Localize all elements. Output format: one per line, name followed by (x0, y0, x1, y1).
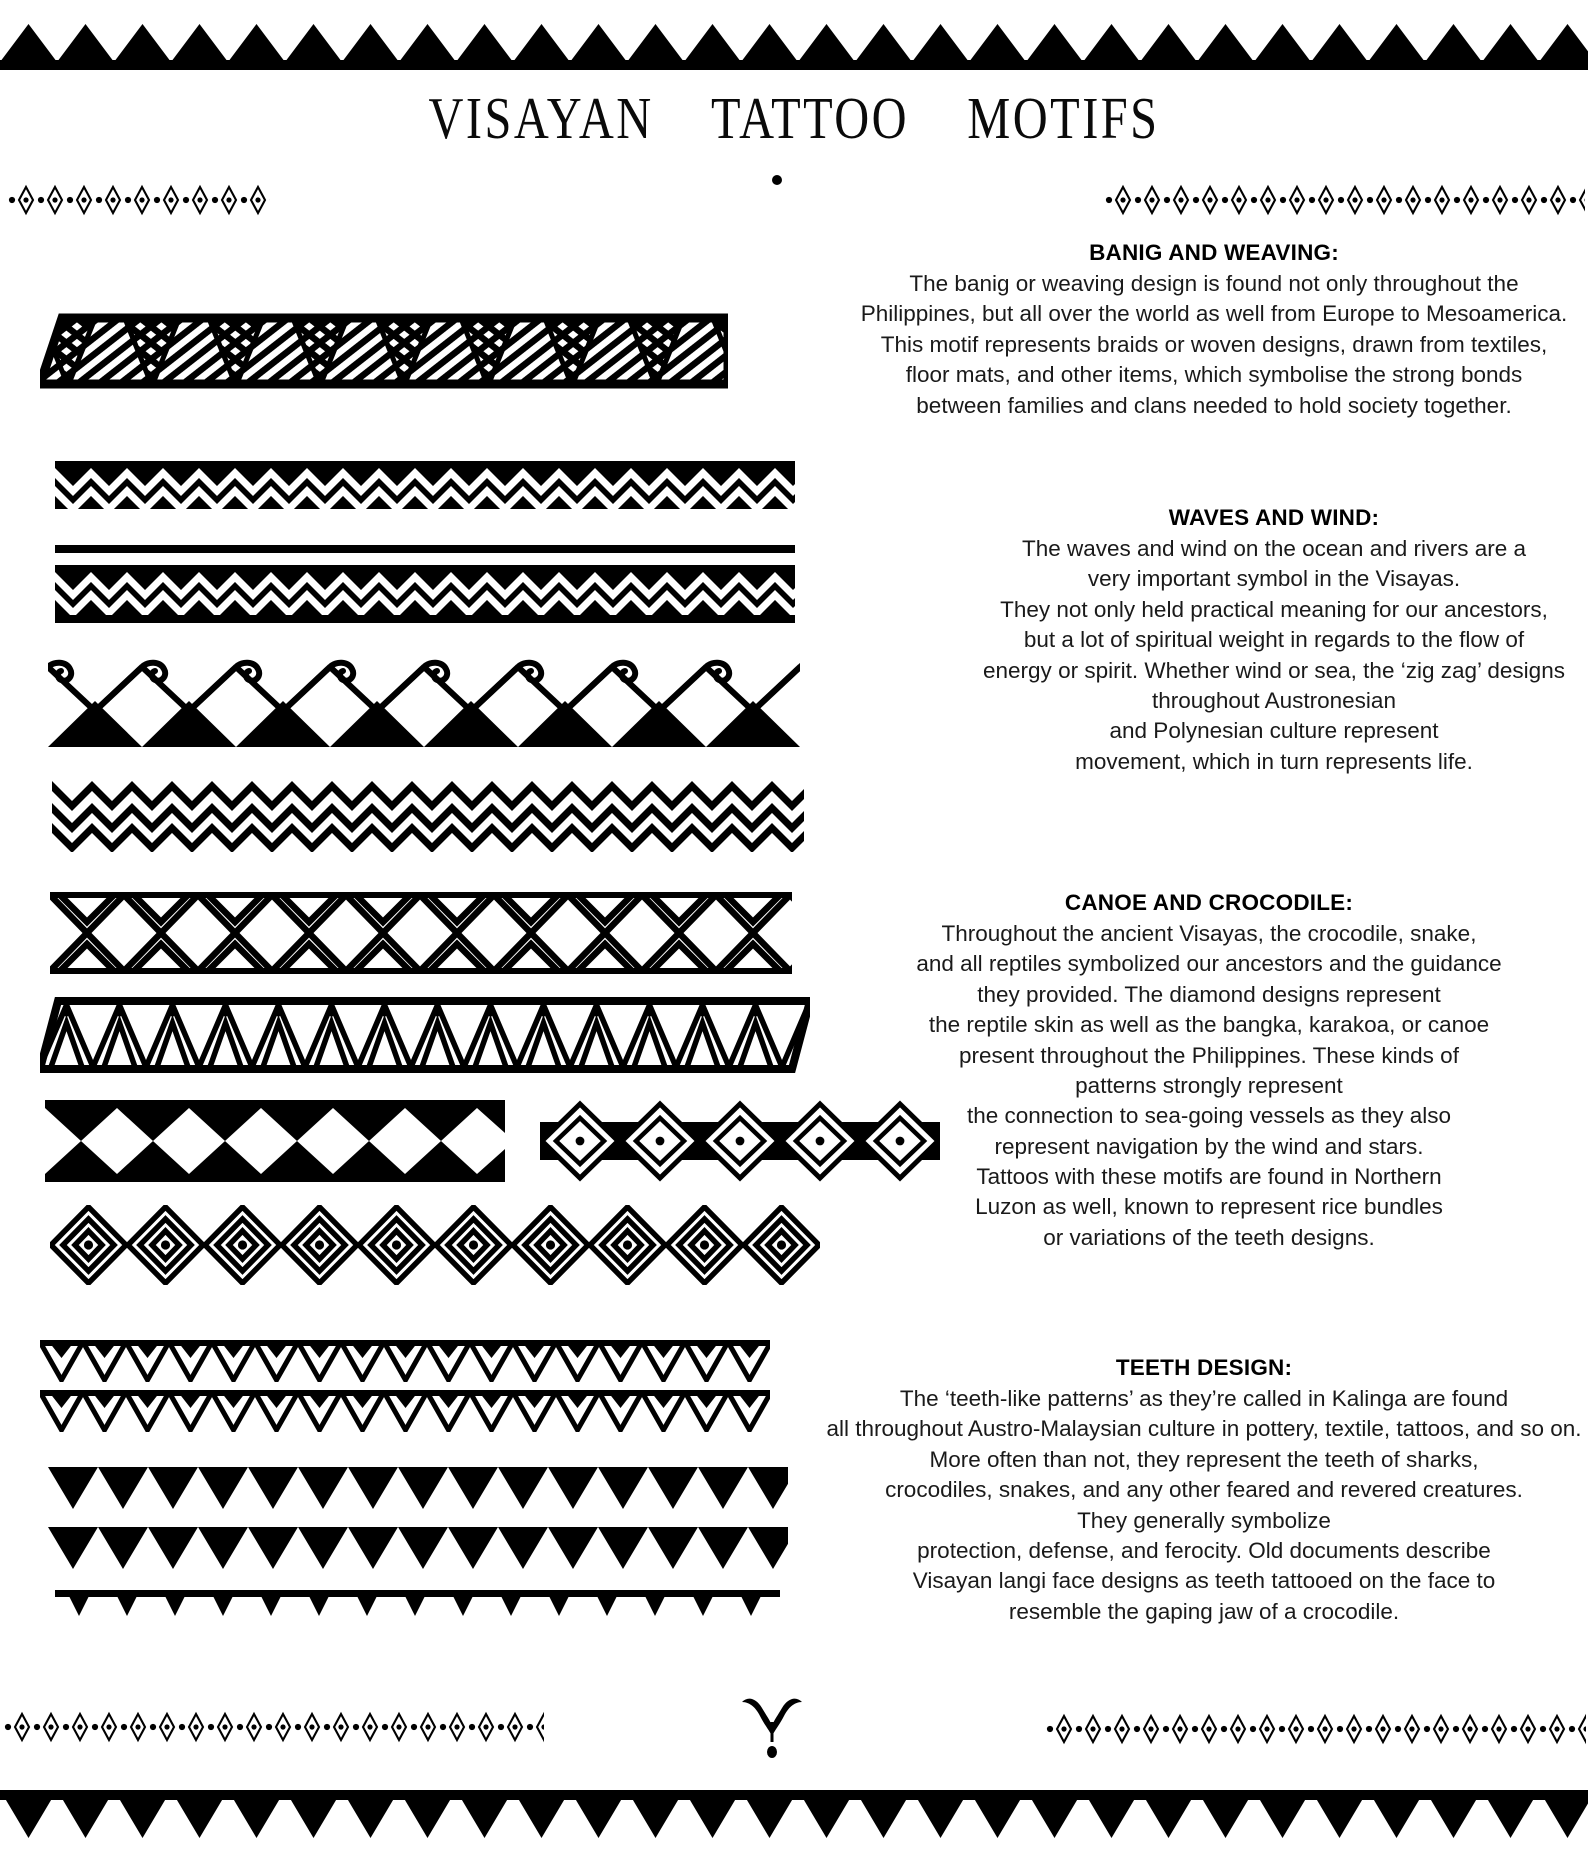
section-banig-line-2: This motif represents braids or woven designs, drawn from textiles, (880, 331, 1548, 357)
section-banig-line-1: Philippines, but all over the world as well from Europe to Mesoamerica. (860, 301, 1568, 327)
small-vee-teeth-band (55, 1590, 780, 1632)
hollow-vee-teeth-band-2 (40, 1390, 770, 1432)
section-canoe-line-7: represent navigation by the wind and stars. (994, 1133, 1424, 1159)
section-canoe-line-0: Throughout the ancient Visayas, the crocodile, snake, (941, 921, 1477, 946)
hollow-vee-teeth-band-1 (40, 1340, 770, 1382)
ornament-row-left-top (8, 183, 270, 217)
section-canoe-line-4: present throughout the Philippines. These kinds of (959, 1042, 1459, 1068)
open-zigzag-band (52, 780, 804, 852)
banig-weave-band (40, 310, 728, 392)
section-canoe-line-2: they provided. The diamond designs represent (977, 981, 1441, 1007)
section-waves-line-0: The waves and wind on the ocean and rivers are a (1021, 536, 1527, 561)
section-canoe (830, 890, 1588, 1253)
section-teeth-line-7: resemble the gaping jaw of a crocodile. (1008, 1598, 1400, 1624)
x-lattice-band (50, 890, 792, 976)
section-teeth-line-0: The ‘teeth-like patterns’ as they’re called in Kalinga are found (899, 1386, 1509, 1411)
chevron-zigzag-band-2 (55, 545, 795, 623)
section-banig-heading: BANIG AND WEAVING: (1089, 240, 1339, 265)
section-waves-heading: WAVES AND WIND: (1168, 505, 1380, 530)
section-waves-line-5: throughout Austronesian (1152, 687, 1396, 713)
section-banig-line-4: between families and clans needed to hold society together. (916, 392, 1512, 418)
section-teeth-line-6: Visayan langi face designs as teeth tattooed on the face to (912, 1568, 1496, 1594)
section-canoe-line-5: patterns strongly represent (1075, 1072, 1343, 1098)
bowtie-band (45, 1100, 505, 1182)
section-canoe-line-1: and all reptiles symbolized our ancestors and the guidance (916, 951, 1502, 977)
section-canoe-line-3: the reptile skin as well as the bangka, karakoa, or canoe (928, 1012, 1490, 1038)
chevron-zigzag-band-1 (55, 455, 795, 513)
solid-triangle-teeth-band-1 (48, 1465, 788, 1513)
section-teeth-heading: TEETH DESIGN: (1115, 1355, 1293, 1380)
section-waves-line-4: energy or spirit. Whether wind or sea, the ‘zig zag’ designs (983, 657, 1565, 683)
section-canoe-heading: CANOE AND CROCODILE: (1064, 890, 1354, 915)
section-banig (840, 240, 1588, 421)
section-teeth-line-2: More often than not, they represent the teeth of sharks, (929, 1446, 1479, 1472)
page-title: VISAYAN TATTOO MOTIFS (428, 85, 1160, 151)
section-canoe-line-6: the connection to sea-going vessels as they also (966, 1103, 1452, 1129)
section-teeth-line-5: protection, defense, and ferocity. Old documents describe (917, 1537, 1491, 1563)
spiral-wave-band (48, 655, 800, 747)
ornament-row-right-top (1105, 183, 1585, 217)
section-teeth-line-1: all throughout Austro-Malaysian culture in pottery, textile, tattoos, and so on. (826, 1416, 1582, 1442)
section-banig-line-0: The banig or weaving design is found not only throughout the (909, 271, 1519, 296)
section-canoe-line-9: Luzon as well, known to represent rice bundles (975, 1194, 1443, 1220)
section-teeth-line-4: They generally symbolize (1077, 1507, 1331, 1533)
section-waves-line-6: and Polynesian culture represent (1109, 718, 1439, 744)
ornament-row-right-bottom (1046, 1712, 1586, 1746)
bottom-triangle-border (0, 1790, 1588, 1852)
fleuron-ornament-icon (730, 1692, 814, 1764)
solid-triangle-teeth-band-2 (48, 1525, 788, 1573)
section-waves-line-3: but a lot of spiritual weight in regards to the flow of (1023, 627, 1525, 653)
top-triangle-border (0, 22, 1588, 70)
section-waves-line-7: movement, which in turn represents life. (1075, 748, 1473, 774)
section-teeth-line-3: crocodiles, snakes, and any other feared and revered creatures. (885, 1477, 1523, 1503)
section-waves (960, 505, 1588, 777)
concentric-diamond-band (50, 1205, 820, 1285)
section-canoe-line-8: Tattoos with these motifs are found in Northern (976, 1164, 1442, 1189)
ornament-row-left-bottom (4, 1710, 544, 1744)
triangle-dot-band (40, 995, 810, 1075)
section-waves-line-1: very important symbol in the Visayas. (1087, 566, 1461, 592)
section-waves-line-2: They not only held practical meaning for our ancestors, (1000, 596, 1548, 622)
section-canoe-line-10: or variations of the teeth designs. (1043, 1224, 1375, 1250)
center-dot-ornament (772, 175, 782, 185)
section-banig-line-3: floor mats, and other items, which symbolise the strong bonds (905, 362, 1523, 388)
section-teeth (820, 1355, 1588, 1627)
